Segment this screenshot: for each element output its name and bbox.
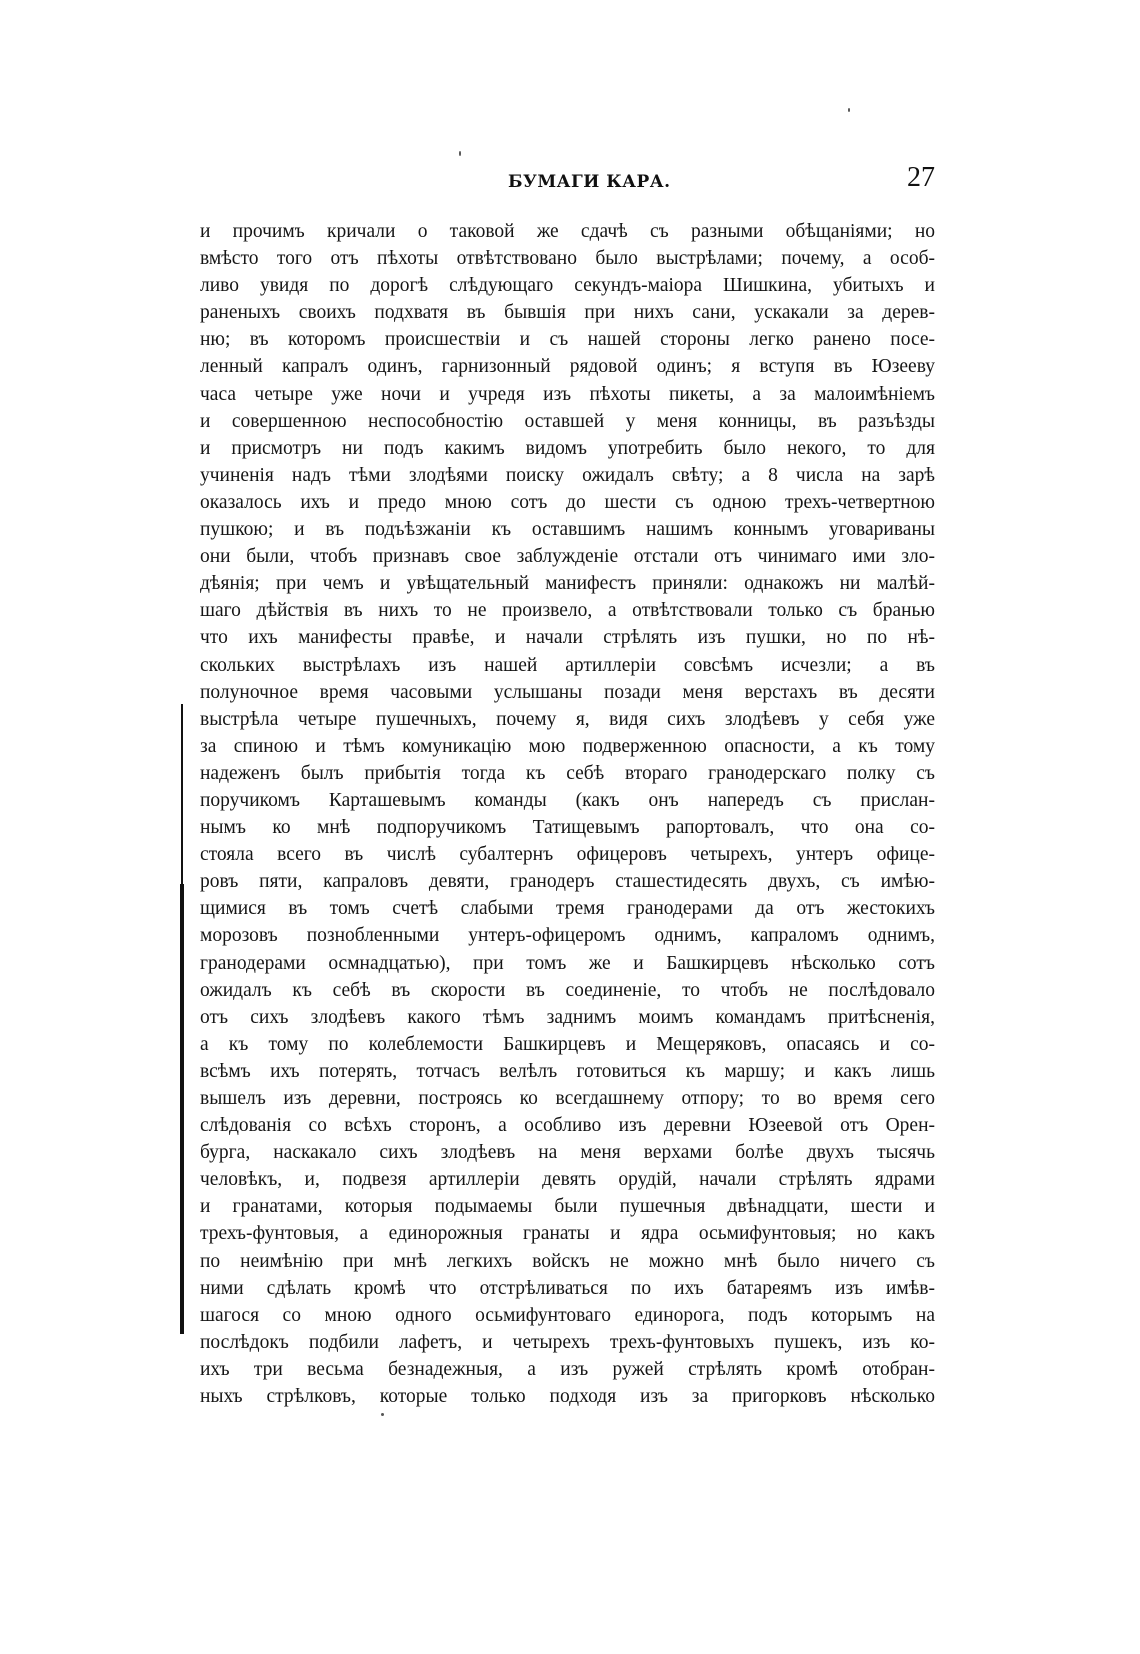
text-line: ныхъ стрѣлковъ, которые только подходя изъ за пригорковъ нѣсколько [200, 1386, 935, 1408]
text-line: щимися въ томъ счетѣ слабыми тремя гранодерами да отъ жестокихъ [200, 898, 935, 920]
print-speck [381, 1413, 384, 1416]
text-line: по неимѣнію при мнѣ легкихъ войскъ не можно мнѣ было ничего съ [200, 1250, 935, 1272]
text-line: и совершенною неспособностію оставшей у меня конницы, въ разъѣзды [200, 410, 935, 432]
print-speck [848, 108, 850, 112]
text-line: скольких выстрѣлахъ изъ нашей артиллеріи совсѣмъ исчезли; а въ [200, 654, 935, 676]
body-text [200, 218, 935, 1410]
text-line: отъ сихъ злодѣевъ какого тѣмъ заднимъ моимъ командамъ притѣсненія, [200, 1006, 935, 1028]
text-line: ними сдѣлать кромѣ что отстрѣливаться по ихъ батареямъ изъ имѣв- [200, 1277, 935, 1299]
running-head [200, 162, 935, 208]
text-line: слѣдованія со всѣхъ сторонъ, а особливо изъ деревни Юзеевой отъ Орен- [200, 1115, 935, 1137]
text-line: шагося со мною одного осьмифунтоваго единорога, подъ которымъ на [200, 1304, 935, 1326]
text-line: они были, чтобъ признавъ свое заблужденіе отстали отъ чинимаго ими зло- [200, 546, 935, 568]
text-line: пушкою; и въ подъѣзжаніи къ оставшимъ нашимъ коннымъ уговариваны [200, 519, 935, 541]
text-line: человѣкъ, и, подвезя артиллеріи девять орудій, начали стрѣлять ядрами [200, 1169, 935, 1191]
text-line: что ихъ манифесты правѣе, и начали стрѣлять изъ пушки, но по нѣ- [200, 627, 935, 649]
text-line: полуночное время часовыми услышаны позади меня верстахъ въ десяти [200, 681, 935, 703]
text-line: поручикомъ Карташевымъ команды (какъ онъ напередъ съ прислан- [200, 789, 935, 811]
text-line: и гранатами, которыя подымаемы были пушечныя двѣнадцати, шести и [200, 1196, 935, 1218]
text-line: шаго дѣйствія въ нихъ то не произвело, а отвѣтствовали только съ бранью [200, 600, 935, 622]
text-line: ливо увидя по дорогѣ слѣдующаго секундъ-маіора Шишкина, убитыхъ и [200, 275, 935, 297]
text-line: трехъ-фунтовыя, а единорожныя гранаты и ядра осьмифунтовыя; но какъ [200, 1223, 935, 1245]
text-line: ленный капралъ одинъ, гарнизонный рядовой одинъ; я вступя въ Юзееву [200, 356, 935, 378]
text-line: раненыхъ своихъ подхватя въ бывшія при нихъ сани, ускакали за дерев- [200, 302, 935, 324]
text-line: послѣдокъ подбили лафетъ, и четырехъ трехъ-фунтовыхъ пушекъ, изъ ко- [200, 1331, 935, 1353]
margin-mark-line [181, 704, 183, 884]
text-line: вмѣсто того отъ пѣхоты отвѣтствовано было выстрѣлами; почему, а особ- [200, 248, 935, 270]
text-line: всѣмъ ихъ потерять, тотчасъ велѣлъ готовиться къ маршу; и какъ лишь [200, 1060, 935, 1082]
text-line: учиненія надъ тѣми злодѣями поиску ожидалъ свѣту; а 8 числа на зарѣ [200, 464, 935, 486]
text-line: вышелъ изъ деревни, построясь ко всегдашнему отпору; то во время сего [200, 1088, 935, 1109]
text-line: надеженъ былъ прибытія тогда къ себѣ втораго гранодерскаго полку съ [200, 762, 935, 784]
margin-mark-line [180, 884, 184, 1334]
print-speck [459, 151, 461, 156]
text-line: и присмотръ ни подъ какимъ видомъ употребить было некого, то для [200, 437, 935, 459]
text-line: морозовъ познобленными унтеръ-офицеромъ однимъ, капраломъ однимъ, [200, 925, 935, 947]
text-line: оказалось ихъ и предо мною сотъ до шести съ одною трехъ-четвертною [200, 491, 935, 513]
text-line: ожидалъ къ себѣ въ скорости въ соединеніе, то чтобъ не послѣдовало [200, 979, 935, 1001]
text-line: за спиною и тѣмъ комуникацію мою подверженною опасности, а къ тому [200, 735, 935, 757]
text-line: ихъ три весьма безнадежныя, а изъ ружей стрѣлять кромѣ отобран- [200, 1358, 935, 1380]
text-line: дѣянія; при чемъ и увѣщательный манифестъ приняли: однакожъ ни малѣй- [200, 573, 935, 595]
text-line: ню; въ которомъ происшествіи и съ нашей стороны легко ранено посе- [200, 329, 935, 351]
page-number: 27 [907, 162, 935, 193]
running-title: БУМАГИ КАРА. [508, 172, 671, 192]
text-line: гранодерами осмнадцатью), при томъ же и Башкирцевъ нѣсколько сотъ [200, 952, 935, 974]
text-line: часа четыре уже ночи и учредя изъ пѣхоты пикеты, а за малоимѣніемъ [200, 383, 935, 405]
text-line: и прочимъ кричали о таковой же сдачѣ съ разными обѣщаніями; но [200, 221, 935, 242]
text-line: а къ тому по колеблемости Башкирцевъ и Мещеряковъ, опасаясь и со- [200, 1033, 935, 1055]
text-line: бурга, наскакало сихъ злодѣевъ на меня верхами болѣе двухъ тысячь [200, 1142, 935, 1164]
text-line: стояла всего въ числѣ субалтернъ офицеровъ четырехъ, унтеръ офице- [200, 844, 935, 866]
text-line: нымъ ко мнѣ подпоручикомъ Татищевымъ рапортовалъ, что она со- [200, 817, 935, 839]
text-line: ровъ пяти, капраловъ девяти, гранодеръ сташестидесять двухъ, съ имѣю- [200, 871, 935, 893]
text-line: выстрѣла четыре пушечныхъ, почему я, видя сихъ злодѣевъ у себя уже [200, 708, 935, 730]
